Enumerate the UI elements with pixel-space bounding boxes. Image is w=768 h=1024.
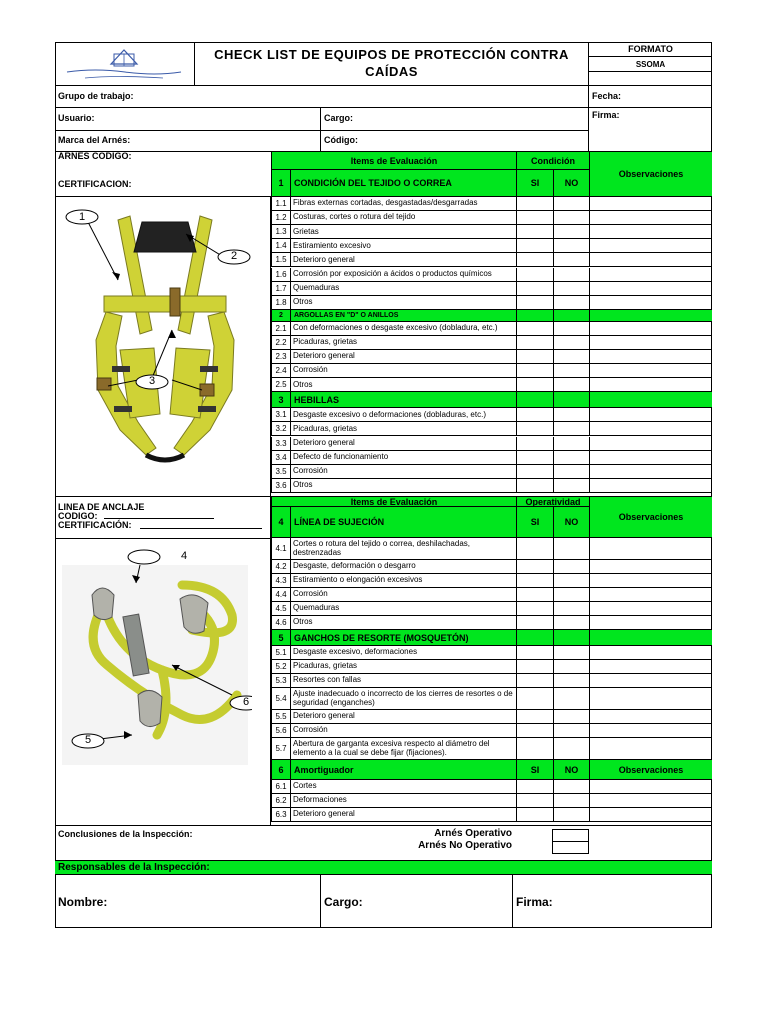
- item-2-5-text: Otros: [290, 378, 516, 392]
- responsables-header: [55, 860, 712, 875]
- item-1-3-num: 1.3: [271, 225, 290, 239]
- item-1-5-no-cell[interactable]: [553, 253, 589, 267]
- ssoma-label: SSOMA: [635, 59, 666, 69]
- item-5-4-num: 5.4: [271, 688, 290, 710]
- item-2-4-num: 2.4: [271, 364, 290, 378]
- item-1-1-no-cell[interactable]: [553, 197, 589, 211]
- item-3-6-si-cell[interactable]: [516, 479, 553, 493]
- marca-cell[interactable]: [55, 131, 321, 152]
- item-3-2-num: 3.2: [271, 422, 290, 436]
- item-2-5-obs-cell[interactable]: [589, 378, 712, 392]
- item-5-3-si-cell[interactable]: [516, 674, 553, 688]
- item-1-8-obs-cell[interactable]: [589, 296, 712, 310]
- condicion-header: [516, 152, 589, 170]
- item-4-4-obs-cell[interactable]: [589, 588, 712, 602]
- observaciones-header-2: [589, 496, 712, 538]
- item-3-1-no-cell[interactable]: [553, 408, 589, 422]
- item-5-1-num: 5.1: [271, 646, 290, 660]
- item-2-3-no-cell[interactable]: [553, 350, 589, 364]
- item-5-1-si-cell[interactable]: [516, 646, 553, 660]
- item-1-6-num: 1.6: [271, 268, 290, 282]
- item-2-4-si-cell[interactable]: [516, 364, 553, 378]
- item-4-6-no-cell[interactable]: [553, 616, 589, 630]
- item-3-2-obs-cell[interactable]: [589, 422, 712, 436]
- callout-4: 4: [180, 550, 188, 563]
- section-4-num-text: 4: [278, 517, 284, 527]
- item-5-7-si-cell[interactable]: [516, 738, 553, 760]
- item-4-1-no-cell[interactable]: [553, 538, 589, 560]
- item-1-1-obs-cell[interactable]: [589, 197, 712, 211]
- firma-label: Firma:: [592, 110, 620, 120]
- items-eval-label-2: Items de Evaluación: [350, 496, 438, 507]
- item-1-7-text: Quemaduras: [290, 282, 516, 296]
- item-4-2-no-cell[interactable]: [553, 560, 589, 574]
- item-3-3-si-cell[interactable]: [516, 437, 553, 451]
- item-4-5-text: Quemaduras: [290, 602, 516, 616]
- item-3-1-si-cell[interactable]: [516, 408, 553, 422]
- item-4-6-num: 4.6: [271, 616, 290, 630]
- item-4-3-no-cell[interactable]: [553, 574, 589, 588]
- operatividad-label: Operatividad: [525, 496, 581, 507]
- item-4-5-num: 4.5: [271, 602, 290, 616]
- company-logo: [55, 42, 193, 84]
- section-s6-title: Amortiguador: [290, 760, 516, 780]
- cargo-cell[interactable]: [321, 108, 589, 131]
- item-4-4-si-cell[interactable]: [516, 588, 553, 602]
- arnes-operativo-label: Arnés Operativo: [434, 828, 512, 839]
- item-2-5-no-cell[interactable]: [553, 378, 589, 392]
- section-s2-no: [553, 310, 589, 322]
- item-1-1-text: Fibras externas cortadas, desgastadas/desgarradas: [290, 197, 516, 211]
- item-6-3-text: Deterioro general: [290, 808, 516, 822]
- item-1-4-num: 1.4: [271, 239, 290, 253]
- codigo-cell[interactable]: [321, 131, 589, 152]
- si-label-2: SI: [530, 517, 540, 527]
- section-s5-num: 5: [271, 630, 290, 646]
- item-4-4-text: Corrosión: [290, 588, 516, 602]
- item-1-3-obs-cell[interactable]: [589, 225, 712, 239]
- callout-1: 1: [78, 211, 86, 224]
- section-s5-no: [553, 630, 589, 646]
- item-3-3-text: Deterioro general: [290, 437, 516, 451]
- formato-label: FORMATO: [628, 44, 673, 54]
- marca-label: Marca del Arnés:: [58, 135, 131, 146]
- item-6-1-no-cell[interactable]: [553, 780, 589, 794]
- item-1-6-no-cell[interactable]: [553, 268, 589, 282]
- section-s6-no: NO: [553, 760, 589, 780]
- operatividad-header: [516, 496, 589, 507]
- no-operativo-checkbox[interactable]: [552, 841, 589, 854]
- item-1-5-obs-cell[interactable]: [589, 253, 712, 267]
- item-2-2-obs-cell[interactable]: [589, 336, 712, 350]
- lanyard-certificacion-label: CERTIFICACIÓN:: [58, 520, 132, 530]
- item-2-1-no-cell[interactable]: [553, 322, 589, 336]
- item-4-1-text: Cortes o rotura del tejido o correa, deshilachadas, destrenzadas: [290, 538, 516, 560]
- item-2-4-text: Corrosión: [290, 364, 516, 378]
- section-s6-obs: Observaciones: [589, 760, 712, 780]
- item-4-2-text: Desgaste, deformación o desgarro: [290, 560, 516, 574]
- item-4-5-obs-cell[interactable]: [589, 602, 712, 616]
- item-5-3-obs-cell[interactable]: [589, 674, 712, 688]
- item-3-6-num: 3.6: [271, 479, 290, 493]
- item-2-3-num: 2.3: [271, 350, 290, 364]
- item-2-5-si-cell[interactable]: [516, 378, 553, 392]
- header-blank-cell: [589, 72, 712, 86]
- item-1-4-si-cell[interactable]: [516, 239, 553, 253]
- section-s3-num: 3: [271, 392, 290, 408]
- item-5-2-obs-cell[interactable]: [589, 660, 712, 674]
- item-5-6-no-cell[interactable]: [553, 724, 589, 738]
- item-6-3-si-cell[interactable]: [516, 808, 553, 822]
- item-1-8-text: Otros: [290, 296, 516, 310]
- item-2-1-text: Con deformaciones o desgaste excesivo (dobladura, etc.): [290, 322, 516, 336]
- section-s2-si: [516, 310, 553, 322]
- firma-bottom-line: [589, 131, 712, 152]
- item-5-2-text: Picaduras, grietas: [290, 660, 516, 674]
- item-3-4-num: 3.4: [271, 451, 290, 465]
- item-6-2-si-cell[interactable]: [516, 794, 553, 808]
- item-6-3-no-cell[interactable]: [553, 808, 589, 822]
- item-5-2-num: 5.2: [271, 660, 290, 674]
- item-4-1-si-cell[interactable]: [516, 538, 553, 560]
- si-header-1: [516, 170, 553, 197]
- observaciones-header-1: [589, 152, 712, 197]
- item-1-6-text: Corrosión por exposición a ácidos o productos químicos: [290, 268, 516, 282]
- item-5-7-no-cell[interactable]: [553, 738, 589, 760]
- si-label-1: SI: [530, 178, 540, 188]
- item-5-1-obs-cell[interactable]: [589, 646, 712, 660]
- section-s2-obs: [589, 310, 712, 322]
- item-1-2-text: Costuras, cortes o rotura del tejido: [290, 211, 516, 225]
- no-label-1: NO: [564, 178, 579, 188]
- observaciones-label-1: Observaciones: [618, 169, 684, 179]
- item-2-3-si-cell[interactable]: [516, 350, 553, 364]
- item-6-3-obs-cell[interactable]: [589, 808, 712, 822]
- item-5-5-no-cell[interactable]: [553, 710, 589, 724]
- item-2-2-si-cell[interactable]: [516, 336, 553, 350]
- item-3-1-obs-cell[interactable]: [589, 408, 712, 422]
- item-5-6-si-cell[interactable]: [516, 724, 553, 738]
- usuario-label: Usuario:: [58, 113, 95, 124]
- item-2-3-text: Deterioro general: [290, 350, 516, 364]
- resp-cargo-label: Cargo:: [324, 894, 363, 909]
- item-2-2-text: Picaduras, grietas: [290, 336, 516, 350]
- item-1-3-text: Grietas: [290, 225, 516, 239]
- item-3-5-num: 3.5: [271, 465, 290, 479]
- item-6-2-no-cell[interactable]: [553, 794, 589, 808]
- item-1-4-text: Estiramiento excesivo: [290, 239, 516, 253]
- item-1-1-num: 1.1: [271, 197, 290, 211]
- section-s2-num: 2: [271, 310, 290, 322]
- resp-firma-label: Firma:: [516, 894, 553, 909]
- item-6-3-num: 6.3: [271, 808, 290, 822]
- item-4-3-si-cell[interactable]: [516, 574, 553, 588]
- lanyard-codigo-line: [104, 518, 214, 519]
- item-3-3-num: 3.3: [271, 437, 290, 451]
- resp-cargo-cell[interactable]: [321, 875, 513, 928]
- callout-5: 5: [84, 734, 92, 747]
- item-3-3-obs-cell[interactable]: [589, 437, 712, 451]
- item-1-5-si-cell[interactable]: [516, 253, 553, 267]
- item-5-4-no-cell[interactable]: [553, 688, 589, 710]
- nombre-label: Nombre:: [58, 894, 108, 909]
- item-1-3-no-cell[interactable]: [553, 225, 589, 239]
- item-5-1-text: Desgaste excesivo, deformaciones: [290, 646, 516, 660]
- item-3-4-obs-cell[interactable]: [589, 451, 712, 465]
- item-2-3-obs-cell[interactable]: [589, 350, 712, 364]
- item-6-1-text: Cortes: [290, 780, 516, 794]
- item-1-2-no-cell[interactable]: [553, 211, 589, 225]
- item-5-5-obs-cell[interactable]: [589, 710, 712, 724]
- no-header-2: [553, 507, 589, 538]
- item-3-5-text: Corrosión: [290, 465, 516, 479]
- formato-cell: [589, 42, 712, 57]
- cargo-label: Cargo:: [324, 113, 353, 124]
- item-1-7-si-cell[interactable]: [516, 282, 553, 296]
- usuario-cell[interactable]: [55, 108, 321, 131]
- item-5-3-text: Resortes con fallas: [290, 674, 516, 688]
- items-eval-header-2: [271, 496, 516, 507]
- section-s2-title: ARGOLLAS EN "D" O ANILLOS: [290, 310, 516, 322]
- section-4-title-text: LÍNEA DE SUJECIÓN: [294, 517, 385, 527]
- section-1-num-text: 1: [278, 178, 284, 188]
- arnes-no-operativo-label: Arnés No Operativo: [418, 840, 512, 851]
- arnes-codigo-label: ARNES CODIGO:: [58, 151, 132, 161]
- page-title: CHECK LIST DE EQUIPOS DE PROTECCIÓN CONTRA CAÍDAS: [214, 47, 569, 79]
- item-5-2-si-cell[interactable]: [516, 660, 553, 674]
- section-4-num: [271, 507, 290, 538]
- item-4-6-text: Otros: [290, 616, 516, 630]
- section-s3-title: HEBILLAS: [290, 392, 516, 408]
- item-1-4-obs-cell[interactable]: [589, 239, 712, 253]
- item-5-7-obs-cell[interactable]: [589, 738, 712, 760]
- item-4-4-num: 4.4: [271, 588, 290, 602]
- item-1-8-si-cell[interactable]: [516, 296, 553, 310]
- grupo-label: Grupo de trabajo:: [58, 90, 134, 101]
- section-4-title: [290, 507, 516, 538]
- condicion-label: Condición: [531, 155, 575, 166]
- item-2-2-num: 2.2: [271, 336, 290, 350]
- item-3-5-si-cell[interactable]: [516, 465, 553, 479]
- item-1-7-num: 1.7: [271, 282, 290, 296]
- item-3-2-no-cell[interactable]: [553, 422, 589, 436]
- item-4-5-si-cell[interactable]: [516, 602, 553, 616]
- section-s3-obs: [589, 392, 712, 408]
- resp-firma-cell[interactable]: [513, 875, 712, 928]
- item-5-6-num: 5.6: [271, 724, 290, 738]
- item-1-7-no-cell[interactable]: [553, 282, 589, 296]
- title-cell: [195, 42, 589, 86]
- item-4-3-num: 4.3: [271, 574, 290, 588]
- item-3-1-text: Desgaste excesivo o deformaciones (dobladuras, etc.): [290, 408, 516, 422]
- si-header-2: [516, 507, 553, 538]
- harness-illustration: [60, 200, 265, 470]
- item-2-1-num: 2.1: [271, 322, 290, 336]
- no-header-1: [553, 170, 589, 197]
- item-5-6-obs-cell[interactable]: [589, 724, 712, 738]
- item-5-4-si-cell[interactable]: [516, 688, 553, 710]
- item-3-4-si-cell[interactable]: [516, 451, 553, 465]
- item-3-2-text: Picaduras, grietas: [290, 422, 516, 436]
- item-6-1-num: 6.1: [271, 780, 290, 794]
- item-4-4-no-cell[interactable]: [553, 588, 589, 602]
- item-2-4-obs-cell[interactable]: [589, 364, 712, 378]
- section-s6-si: SI: [516, 760, 553, 780]
- item-5-3-no-cell[interactable]: [553, 674, 589, 688]
- item-1-6-obs-cell[interactable]: [589, 268, 712, 282]
- item-5-2-no-cell[interactable]: [553, 660, 589, 674]
- item-2-1-si-cell[interactable]: [516, 322, 553, 336]
- responsables-title: Responsables de la Inspección:: [58, 862, 210, 873]
- section-1-title: [290, 170, 516, 197]
- item-1-3-si-cell[interactable]: [516, 225, 553, 239]
- item-4-3-obs-cell[interactable]: [589, 574, 712, 588]
- item-1-1-si-cell[interactable]: [516, 197, 553, 211]
- item-3-2-si-cell[interactable]: [516, 422, 553, 436]
- item-4-1-num: 4.1: [271, 538, 290, 560]
- item-2-1-obs-cell[interactable]: [589, 322, 712, 336]
- item-6-2-num: 6.2: [271, 794, 290, 808]
- item-4-2-si-cell[interactable]: [516, 560, 553, 574]
- item-1-6-si-cell[interactable]: [516, 268, 553, 282]
- items-eval-header: [271, 152, 516, 170]
- item-1-2-si-cell[interactable]: [516, 211, 553, 225]
- items-eval-label: Items de Evaluación: [350, 155, 438, 166]
- item-1-2-obs-cell[interactable]: [589, 211, 712, 225]
- item-6-1-si-cell[interactable]: [516, 780, 553, 794]
- lanyard-codigo-label: CODIGO:: [58, 511, 98, 521]
- item-5-5-num: 5.5: [271, 710, 290, 724]
- item-5-4-text: Ajuste inadecuado o incorrecto de los cierres de resortes o de seguridad (enganches): [290, 688, 516, 710]
- item-1-4-no-cell[interactable]: [553, 239, 589, 253]
- item-5-1-no-cell[interactable]: [553, 646, 589, 660]
- section-s5-title: GANCHOS DE RESORTE (MOSQUETÓN): [290, 630, 516, 646]
- item-5-3-num: 5.3: [271, 674, 290, 688]
- section-s5-si: [516, 630, 553, 646]
- callout-6: 6: [242, 696, 250, 709]
- item-3-6-no-cell[interactable]: [553, 479, 589, 493]
- item-1-5-text: Deterioro general: [290, 253, 516, 267]
- item-2-2-no-cell[interactable]: [553, 336, 589, 350]
- item-5-7-text: Abertura de garganta excesiva respecto al diámetro del elemento a la cual se debe fijar (fijaciones).: [290, 738, 516, 760]
- fecha-label: Fecha:: [592, 90, 622, 101]
- item-4-6-obs-cell[interactable]: [589, 616, 712, 630]
- callout-2: 2: [230, 250, 238, 263]
- observaciones-label-2: Observaciones: [618, 512, 684, 522]
- item-5-5-text: Deterioro general: [290, 710, 516, 724]
- item-3-4-no-cell[interactable]: [553, 451, 589, 465]
- item-4-6-si-cell[interactable]: [516, 616, 553, 630]
- ssoma-cell: [589, 57, 712, 72]
- item-4-5-no-cell[interactable]: [553, 602, 589, 616]
- item-5-4-obs-cell[interactable]: [589, 688, 712, 710]
- item-3-5-obs-cell[interactable]: [589, 465, 712, 479]
- item-2-5-num: 2.5: [271, 378, 290, 392]
- no-label-2: NO: [564, 517, 579, 527]
- section-s5-obs: [589, 630, 712, 646]
- item-6-2-obs-cell[interactable]: [589, 794, 712, 808]
- item-4-3-text: Estiramiento o elongación excesivos: [290, 574, 516, 588]
- lanyard-cert-line: [140, 528, 262, 529]
- item-5-5-si-cell[interactable]: [516, 710, 553, 724]
- item-1-8-no-cell[interactable]: [553, 296, 589, 310]
- item-1-2-num: 1.2: [271, 211, 290, 225]
- item-1-7-obs-cell[interactable]: [589, 282, 712, 296]
- certificacion-label: CERTIFICACION:: [58, 179, 132, 189]
- conclusions-label: Conclusiones de la Inspección:: [58, 829, 193, 839]
- item-3-6-text: Otros: [290, 479, 516, 493]
- item-3-1-num: 3.1: [271, 408, 290, 422]
- codigo-label: Código:: [324, 135, 358, 146]
- grupo-cell[interactable]: [55, 86, 589, 108]
- item-5-6-text: Corrosión: [290, 724, 516, 738]
- item-2-4-no-cell[interactable]: [553, 364, 589, 378]
- item-3-4-text: Defecto de funcionamiento: [290, 451, 516, 465]
- item-6-2-text: Deformaciones: [290, 794, 516, 808]
- item-1-8-num: 1.8: [271, 296, 290, 310]
- fecha-cell[interactable]: [589, 86, 712, 108]
- section-1-num: [271, 170, 290, 197]
- item-6-1-obs-cell[interactable]: [589, 780, 712, 794]
- callout-3: 3: [148, 375, 156, 388]
- item-3-5-no-cell[interactable]: [553, 465, 589, 479]
- linea-anclaje-label: LINEA DE ANCLAJE: [58, 502, 145, 512]
- item-4-2-obs-cell[interactable]: [589, 560, 712, 574]
- item-3-3-no-cell[interactable]: [553, 437, 589, 451]
- nombre-cell[interactable]: [55, 875, 321, 928]
- item-4-1-obs-cell[interactable]: [589, 538, 712, 560]
- item-3-6-obs-cell[interactable]: [589, 479, 712, 493]
- logo-cell: [55, 42, 195, 86]
- section-s6-num: 6: [271, 760, 290, 780]
- section-1-title-text: CONDICIÓN DEL TEJIDO O CORREA: [294, 178, 452, 188]
- item-1-5-num: 1.5: [271, 253, 290, 267]
- item-5-7-num: 5.7: [271, 738, 290, 760]
- section-s3-no: [553, 392, 589, 408]
- section-s3-si: [516, 392, 553, 408]
- item-4-2-num: 4.2: [271, 560, 290, 574]
